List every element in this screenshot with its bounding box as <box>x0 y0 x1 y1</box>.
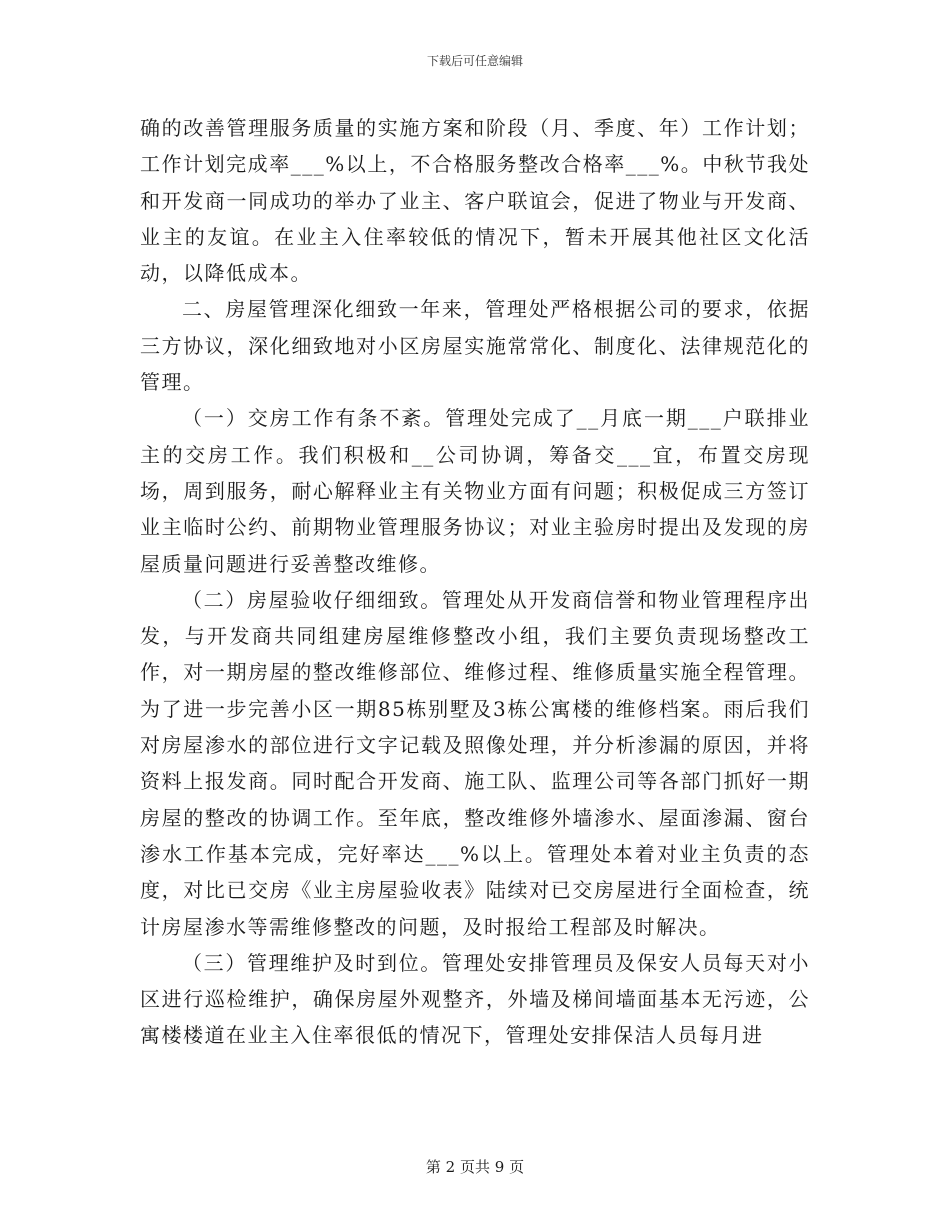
paragraph-subsection-one: （一）交房工作有条不紊。管理处完成了__月底一期___户联排业主的交房工作。我们积极和__公司协调，筹备交___宜，布置交房现场，周到服务，耐心解释业主有关物业方面有问题；积极促成三方签订业主临时公约、前期物业管理服务协议；对业主验房时提出及发现的房屋质量问题进行妥善整改维修。 <box>140 406 810 576</box>
document-body <box>140 110 810 1054</box>
paragraph-section-two: 二、房屋管理深化细致一年来，管理处严格根据公司的要求，依据三方协议，深化细致地对小区房屋实施常常化、制度化、法律规范化的管理。 <box>140 297 810 395</box>
paragraph-subsection-two: （二）房屋验收仔细细致。管理处从开发商信誉和物业管理程序出发，与开发商共同组建房屋维修整改小组，我们主要负责现场整改工作，对一期房屋的整改维修部位、维修过程、维修质量实施全程管理。为了进一步完善小区一期85栋别墅及3栋公寓楼的维修档案。雨后我们对房屋渗水的部位进行文字记载及照像处理，并分析渗漏的原因，并将资料上报发商。同时配合开发商、施工队、监理公司等各部门抓好一期房屋的整改的协调工作。至年底，整改维修外墙渗水、屋面渗漏、窗台渗水工作基本完成，完好率达___%以上。管理处本着对业主负责的态度，对比已交房《业主房屋验收表》陆续对已交房屋进行全面检查，统计房屋渗水等需维修整改的问题，及时报给工程部及时解决。 <box>140 587 810 939</box>
paragraph-subsection-three: （三）管理维护及时到位。管理处安排管理员及保安人员每天对小区进行巡检维护，确保房屋外观整齐，外墙及梯间墙面基本无污迹，公寓楼楼道在业主入住率很低的情况下，管理处安排保洁人员每月进 <box>140 950 810 1048</box>
page-header: 下载后可任意编辑 <box>426 54 523 68</box>
page-footer: 第 2 页共 9 页 <box>425 1158 525 1176</box>
paragraph-continuation: 确的改善管理服务质量的实施方案和阶段（月、季度、年）工作计划；工作计划完成率___%以上，不合格服务整改合格率___%。中秋节我处和开发商一同成功的举办了业主、客户联谊会，促进了物业与开发商、业主的友谊。在业主入住率较低的情况下，暂未开展其他社区文化活动，以降低成本。 <box>140 116 810 286</box>
